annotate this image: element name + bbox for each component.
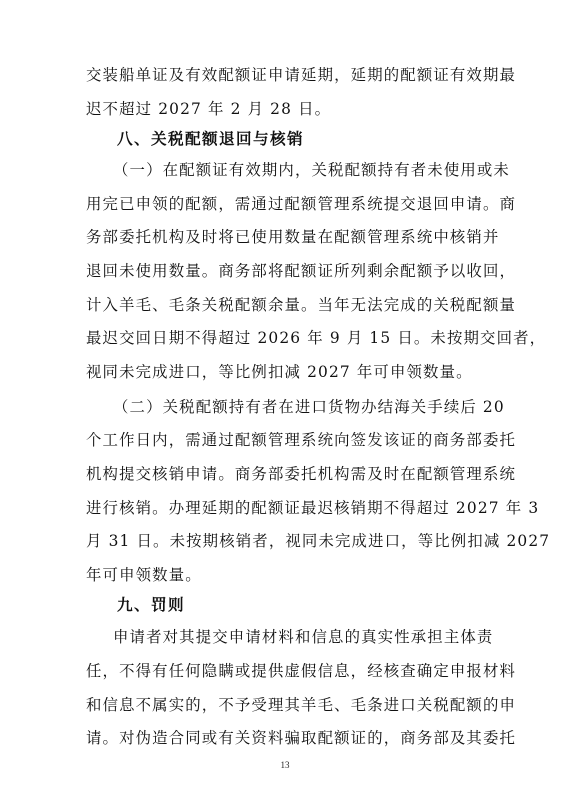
body-line [0,321,570,355]
body-line [0,457,570,491]
body-line [0,187,570,221]
body-text: （一）在配额证有效期内，关税配额持有者未使用或未 [113,161,510,179]
body-text: 务部委托机构及时将已使用数量在配额管理系统中核销并 [86,228,500,246]
body-text: 和信息不属实的，不予受理其羊毛、毛条进口关税配额的申 [86,696,517,714]
body-line [0,58,570,92]
section-heading-text: 八、关税配额退回与核销 [117,130,304,148]
body-line [0,288,570,322]
body-text: 年可申领数量。 [86,566,202,584]
body-text: 申请者对其提交申请材料和信息的真实性承担主体责 [113,628,494,646]
body-line [0,688,570,722]
body-line [0,355,570,389]
body-line [0,558,570,592]
body-text: 进行核销。办理延期的配额证最迟核销期不得超过 2027 年 3 [86,499,540,517]
body-text: 个工作日内，需通过配额管理系统向签发该证的商务部委托 [86,431,517,449]
section-heading-8 [0,122,570,156]
body-text: 最迟交回日期不得超过 2026 年 9 月 15 日。未按期交回者， [86,329,547,347]
body-line [0,721,570,755]
section-heading-9 [0,588,570,622]
section-heading-text: 九、罚则 [117,596,185,614]
paragraph-first-line [0,153,570,187]
body-text: 任，不得有任何隐瞒或提供虚假信息，经核查确定申报材料 [86,662,517,680]
paragraph-first-line [0,620,570,654]
body-line [0,423,570,457]
paragraph-first-line [0,390,570,424]
body-text: 迟不超过 2027 年 2 月 28 日。 [86,100,332,118]
body-text: 计入羊毛、毛条关税配额余量。当年无法完成的关税配额量 [86,296,517,314]
body-text: 月 31 日。未按期核销者，视同未完成进口，等比例扣减 2027 [86,532,551,550]
body-line [0,254,570,288]
body-text: 退回未使用数量。商务部将配额证所列剩余配额予以收回， [86,262,517,280]
body-text: 用完已申领的配额，需通过配额管理系统提交退回申请。商 [86,195,517,213]
body-line [0,92,570,126]
body-text: 请。对伪造合同或有关资料骗取配额证的，商务部及其委托 [86,729,517,747]
body-text: 机构提交核销申请。商务部委托机构需及时在配额管理系统 [86,465,517,483]
body-line [0,654,570,688]
body-text: 视同未完成进口，等比例扣减 2027 年可申领数量。 [86,363,473,381]
page-number: 13 [280,760,290,770]
body-line [0,491,570,525]
body-line [0,524,570,558]
body-line [0,220,570,254]
body-text: （二）关税配额持有者在进口货物办结海关手续后 20 [113,398,505,416]
body-text: 交装船单证及有效配额证申请延期，延期的配额证有效期最 [86,66,517,84]
